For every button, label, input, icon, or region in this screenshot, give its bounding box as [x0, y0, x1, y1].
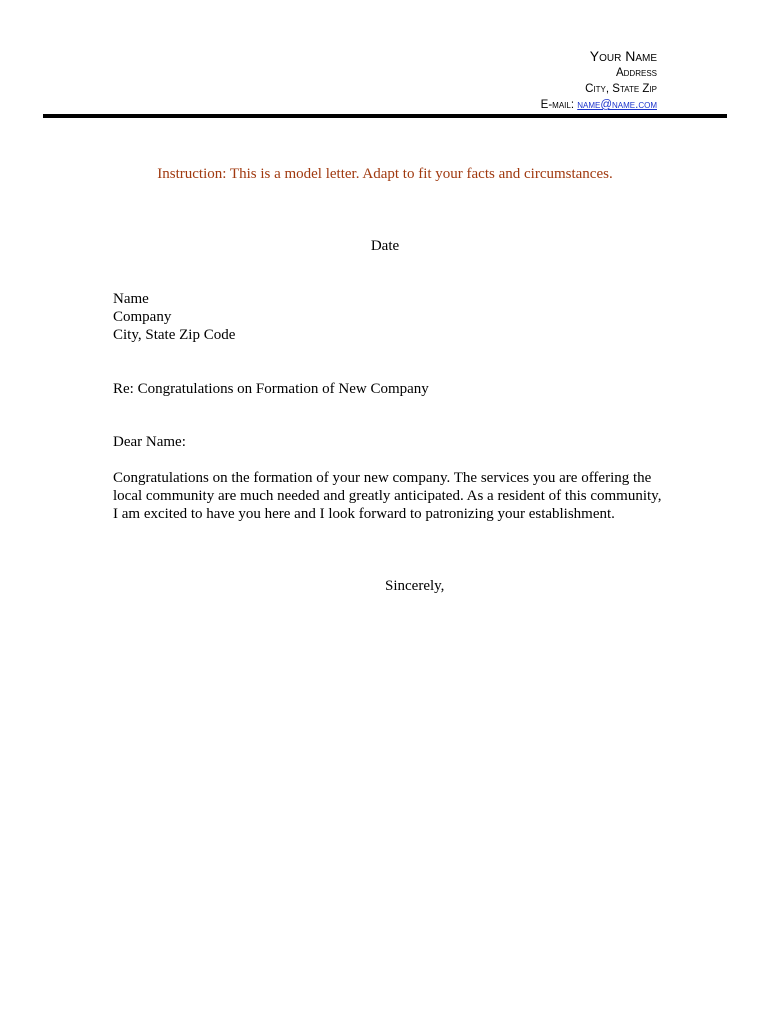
salutation: Dear Name:: [113, 434, 186, 450]
recipient-company: Company: [113, 309, 172, 325]
email-link[interactable]: name@name.com: [577, 99, 657, 111]
email-label: E-mail:: [540, 99, 578, 111]
recipient-name: Name: [113, 291, 149, 307]
body-line: I am excited to have you here and I look forward to patronizing your establishment.: [113, 506, 615, 522]
closing: Sincerely,: [385, 578, 445, 594]
recipient-block: [113, 290, 235, 344]
recipient-city-state-zip: City, State Zip Code: [113, 327, 236, 343]
letterhead-divider: [43, 114, 727, 118]
body-line: Congratulations on the formation of your new company. The services you are offering the: [113, 470, 652, 486]
sender-city-state-zip: City, State Zip: [585, 83, 657, 95]
letter-date: Date: [370, 238, 400, 254]
instruction-note: Instruction: This is a model letter. Adapt to fit your facts and circumstances.: [157, 166, 613, 182]
sender-name: Your Name: [589, 48, 657, 64]
letter-body: [113, 469, 673, 523]
sender-address: Address: [615, 67, 657, 79]
subject-line: Re: Congratulations on Formation of New Company: [113, 381, 429, 397]
letterhead: [541, 48, 657, 113]
body-line: local community are much needed and greatly anticipated. As a resident of this community,: [113, 488, 662, 504]
sender-email: [541, 97, 657, 113]
